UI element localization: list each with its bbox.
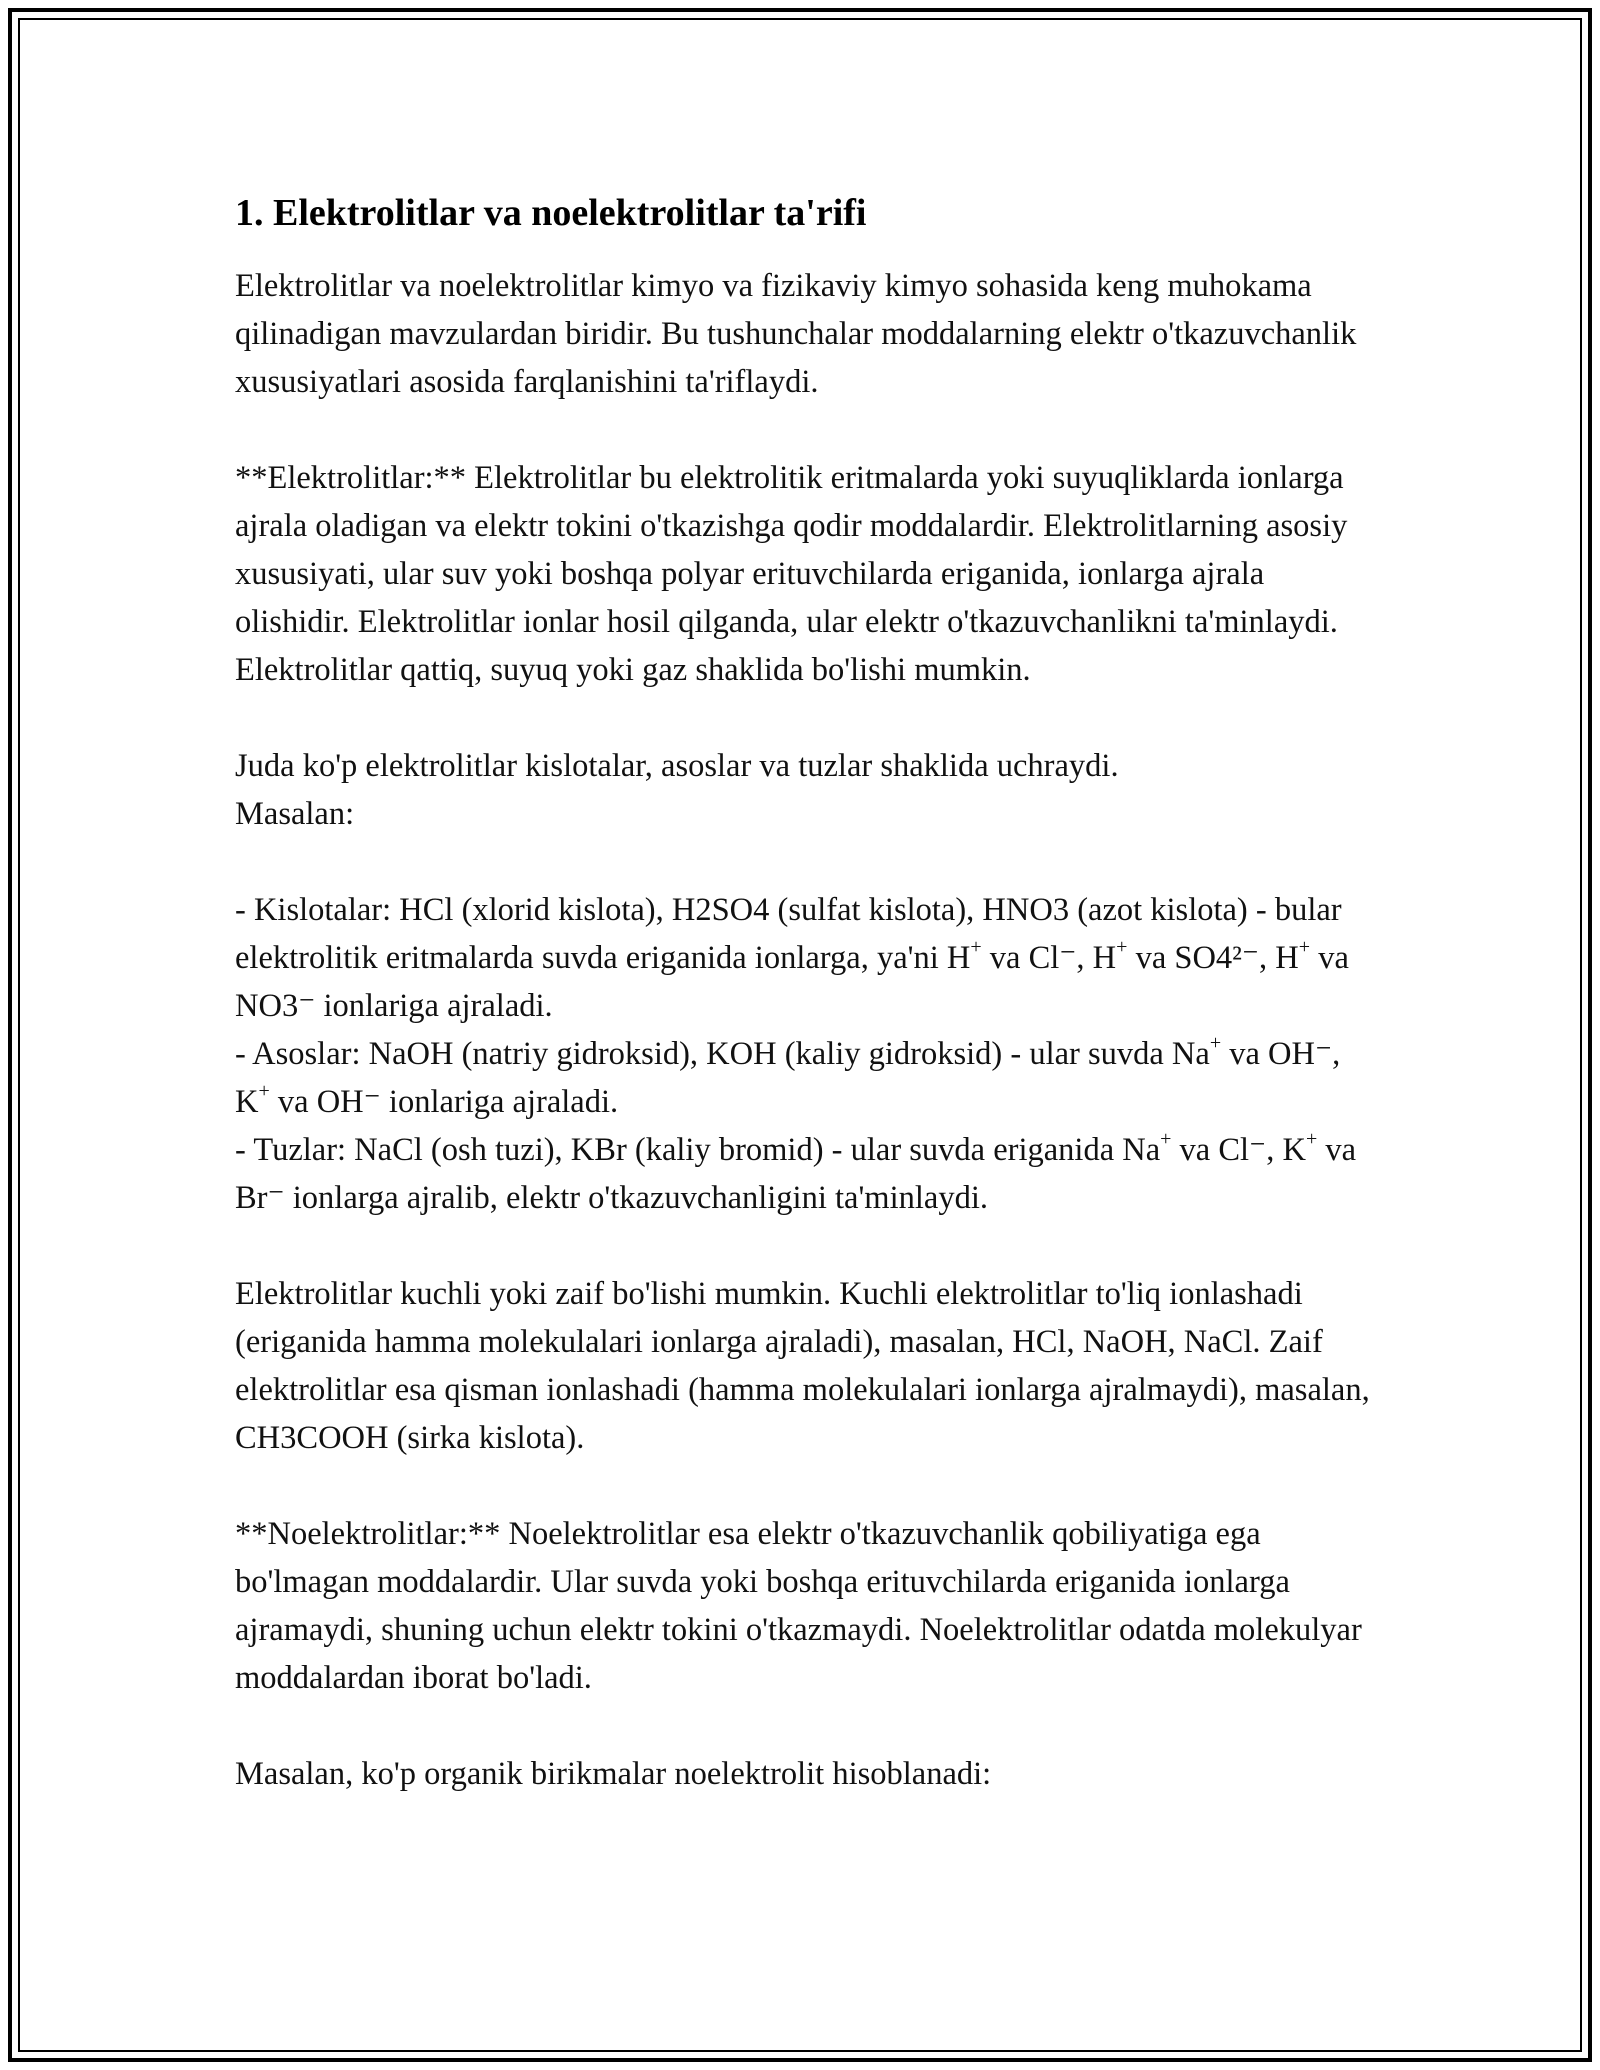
nonelectrolytes-examples: Masalan, ko'p organik birikmalar noelektrolit hisoblanadi: xyxy=(235,1756,992,1792)
superscript-plus: + xyxy=(970,936,982,959)
acids-text-2: va Cl⁻, H xyxy=(981,940,1117,976)
salts-text-1: - Tuzlar: NaCl (osh tuzi), KBr (kaliy bromid) - ular suvda eriganida Na xyxy=(235,1132,1161,1168)
superscript-plus: + xyxy=(1116,936,1128,959)
bases-item xyxy=(235,1032,1341,1120)
superscript-plus: + xyxy=(1209,1032,1222,1055)
salts-text-3: va Br⁻ ionlarga ajralib, elektr o'tkazuvchanligini ta'minlaydi. xyxy=(235,1132,1357,1216)
bases-text-1: - Asoslar: NaOH (natriy gidroksid), KOH (kaliy gidroksid) - ular suvda Na xyxy=(235,1036,1210,1072)
nonelectrolytes-definition: **Noelektrolitlar:** Noelektrolitlar esa elektr o'tkazuvchanlik qobiliyatiga ega bo'lmagan moddalardir. Ular suvda yoki boshqa erituvchilarda eriganida ionlarga ajramaydi, shuning uchun elektr tokini o'tkazmaydi. Noelektrolitlar odatda molekulyar moddalardan iborat bo'ladi. xyxy=(235,1516,1362,1696)
acids-item xyxy=(235,892,1349,1024)
electrolytes-definition: **Elektrolitlar:** Elektrolitlar bu elektrolitik eritmalarda yoki suyuqliklarda ionlarga ajrala oladigan va elektr tokini o'tkazishga qodir moddalardir. Elektrolitlarning asosiy xususiyati, ular suv yoki boshqa polyar erituvchilarda eriganida, ionlarga ajrala olishidir. Elektrolitlar ionlar hosil qilganda, ular elektr o'tkazuvchanlikni ta'minlaydi. Elektrolitlar qattiq, suyuq yoki gaz shaklida bo'lishi mumkin. xyxy=(235,460,1348,688)
examples-list xyxy=(235,886,1375,1222)
superscript-plus: + xyxy=(1305,1128,1318,1151)
paragraph-gap xyxy=(235,1222,1375,1270)
acids-text-4: va NO3⁻ ionlariga ajraladi. xyxy=(235,940,1349,1024)
paragraph-gap xyxy=(235,1462,1375,1510)
intro-paragraph: Elektrolitlar va noelektrolitlar kimyo va fizikaviy kimyo sohasida keng muhokama qilinadigan mavzulardan biridir. Bu tushunchalar moddalarning elektr o'tkazuvchanlik xususiyatlari asosida farqlanishini ta'riflaydi. xyxy=(235,268,1357,400)
superscript-plus: + xyxy=(1160,1128,1172,1151)
salts-item xyxy=(235,1128,1357,1216)
salts-text-2: va Cl⁻, K xyxy=(1171,1132,1306,1168)
document-body xyxy=(235,186,1375,1798)
superscript-plus: + xyxy=(258,1080,270,1103)
examples-intro-line1: Juda ko'p elektrolitlar kislotalar, asoslar va tuzlar shaklida uchraydi. xyxy=(235,748,1119,784)
paragraph-gap xyxy=(235,838,1375,886)
examples-intro-line2: Masalan: xyxy=(235,796,355,832)
superscript-plus: + xyxy=(1298,936,1311,959)
paragraph-gap xyxy=(235,694,1375,742)
acids-text-1: - Kislotalar: HCl (xlorid kislota), H2SO4 (sulfat kislota), HNO3 (azot kislota) - bular elektrolitik eritmalarda suvda eriganida ionlarga, ya'ni H xyxy=(235,892,1342,976)
paragraph-gap xyxy=(235,1702,1375,1750)
bases-text-3: va OH⁻ ionlariga ajraladi. xyxy=(269,1084,619,1120)
acids-text-3: va SO4²⁻, H xyxy=(1127,940,1299,976)
examples-intro xyxy=(235,742,1375,838)
section-heading: 1. Elektrolitlar va noelektrolitlar ta'rifi xyxy=(235,192,867,234)
bases-text-2: va OH⁻, K xyxy=(235,1036,1341,1120)
paragraph-gap xyxy=(235,406,1375,454)
strength-paragraph: Elektrolitlar kuchli yoki zaif bo'lishi mumkin. Kuchli elektrolitlar to'liq ionlashadi (eriganida hamma molekulalari ionlarga ajraladi), masalan, HCl, NaOH, NaCl. Zaif elektrolitlar esa qisman ionlashadi (hamma molekulalari ionlarga ajralmaydi), masalan, CH3COOH (sirka kislota). xyxy=(235,1276,1370,1456)
